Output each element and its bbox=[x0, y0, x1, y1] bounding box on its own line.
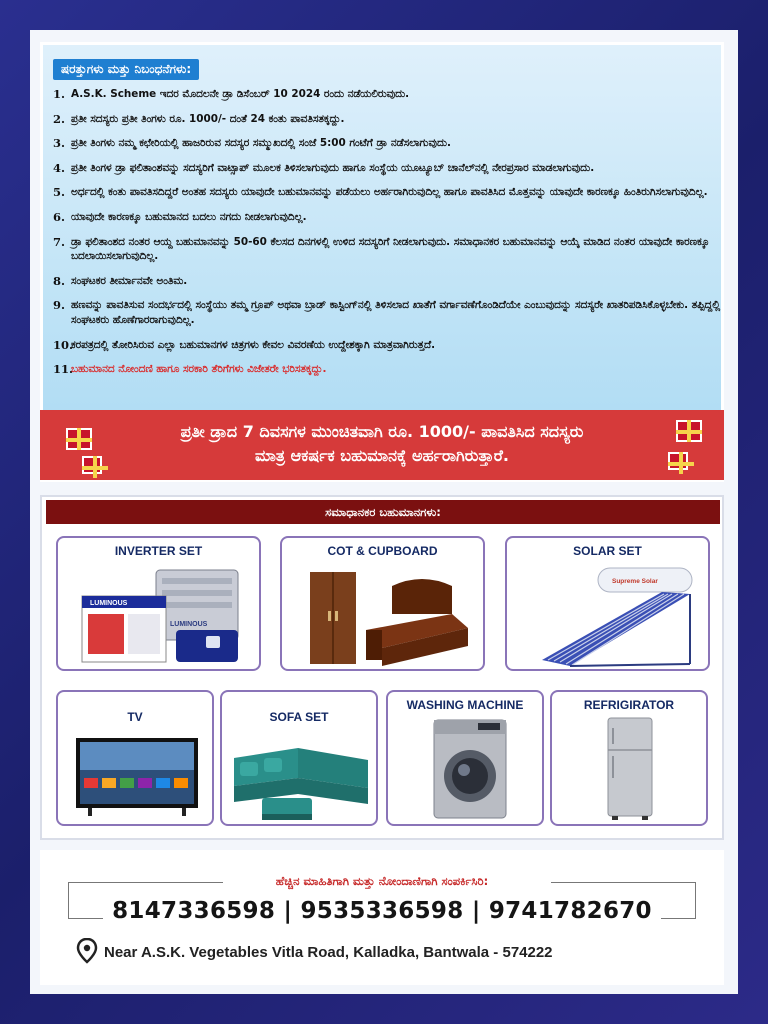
prize-title: INVERTER SET bbox=[114, 544, 203, 558]
address-text: Near A.S.K. Vegetables Vitla Road, Kalladka, Bantwala - 574222 bbox=[104, 944, 553, 961]
location-pin-icon bbox=[76, 938, 98, 964]
rule-text: ಪ್ರತೀ ಸದಸ್ಯರು ಪ್ರತೀ ತಿಂಗಳು ರೂ. 1000/- ದಂತೆ 24 ಕಂತು ಪಾವತಿಸತಕ್ಕದ್ದು. bbox=[71, 112, 345, 125]
rule-item bbox=[53, 210, 721, 225]
rule-text: ಅರ್ಧದಲ್ಲಿ ಕಂತು ಪಾವತಿಸದಿದ್ದರೆ ಅಂತಹ ಸದಸ್ಯರು ಯಾವುದೇ ಬಹುಮಾನವನ್ನು ಪಡೆಯಲು ಅರ್ಹರಾಗಿರುವುದಿಲ್ಲ ಹಾಗೂ ಪಾವತಿಸಿದ ಮೊತ್ತವನ್ನು ಯಾವುದೇ ಕಾರಣಕ್ಕೂ ಹಿಂತಿರುಗಿಸಲಾಗುವುದಿಲ್ಲ. bbox=[71, 186, 708, 199]
rule-item bbox=[53, 338, 721, 353]
inverter-brand-battery: LUMINOUS bbox=[90, 600, 128, 607]
banner-line-2: ಮಾತ್ರ ಆಕರ್ಷಕ ಬಹುಮಾನಕ್ಕೆ ಅರ್ಹರಾಗಿರುತ್ತಾರೆ. bbox=[255, 446, 509, 465]
rule-text: ಕರಪತ್ರದಲ್ಲಿ ತೋರಿಸಿರುವ ಎಲ್ಲಾ ಬಹುಮಾನಗಳ ಚಿತ್ರಗಳು ಕೇವಲ ವಿವರಣೆಯ ಉದ್ದೇಶಕ್ಕಾಗಿ ಮಾತ್ರವಾಗಿರುತ್ತದೆ. bbox=[71, 338, 436, 351]
contact-label: ಹೆಚ್ಚಿನ ಮಾಹಿತಿಗಾಗಿ ಮತ್ತು ನೋಂದಾಣಿಗಾಗಿ ಸಂಪರ್ಕಿಸಿರಿ: bbox=[275, 874, 489, 888]
prize-title: WASHING MACHINE bbox=[406, 698, 524, 712]
rule-text: ಸಂಘಟಕರ ತೀರ್ಮಾನವೇ ಅಂತಿಮ. bbox=[71, 274, 188, 287]
rule-number: 4. bbox=[53, 160, 66, 175]
rule-item bbox=[53, 161, 721, 176]
gift-box-icon bbox=[668, 452, 688, 470]
rule-item bbox=[53, 112, 721, 127]
prize-card-washing-machine bbox=[386, 690, 544, 826]
rule-item bbox=[53, 298, 721, 327]
rule-text: ಯಾವುದೇ ಕಾರಣಕ್ಕೂ ಬಹುಮಾನದ ಬದಲು ನಗದು ನೀಡಲಾಗುವುದಿಲ್ಲ. bbox=[71, 210, 307, 223]
gift-box-icon bbox=[82, 456, 102, 474]
prize-card-refrigerator bbox=[550, 690, 708, 826]
solar-brand: Supreme Solar bbox=[612, 578, 658, 585]
rule-item bbox=[53, 235, 721, 264]
prize-title: REFRIGIRATOR bbox=[583, 698, 675, 712]
rule-text: ಪ್ರತೀ ತಿಂಗಳು ನಮ್ಮ ಕಛೇರಿಯಲ್ಲಿ ಹಾಜರಿರುವ ಸದಸ್ಯರ ಸಮ್ಮುಖದಲ್ಲಿ ಸಂಜೆ 5:00 ಗಂಟೆಗೆ ಡ್ರಾ ನಡೆಸಲಾಗುವುದು. bbox=[71, 137, 451, 150]
rule-number: 3. bbox=[53, 136, 66, 151]
rule-item bbox=[53, 185, 721, 200]
prize-card-tv bbox=[56, 690, 214, 826]
solar-heater-image bbox=[532, 564, 702, 669]
gift-box-icon bbox=[66, 428, 92, 450]
prize-title: SOLAR SET bbox=[573, 544, 642, 558]
rule-number: 1. bbox=[53, 87, 66, 101]
terms-title: ಷರತ್ತುಗಳು ಮತ್ತು ನಿಬಂಧನೆಗಳು: bbox=[53, 59, 199, 80]
prize-title: SOFA SET bbox=[269, 710, 329, 724]
washing-machine-image bbox=[432, 718, 508, 822]
sofa-image bbox=[228, 738, 378, 824]
tv-image bbox=[74, 736, 200, 820]
rule-number: 10. bbox=[53, 337, 74, 352]
prize-card-inverter bbox=[56, 536, 261, 671]
rule-text: ಹಣವನ್ನು ಪಾವತಿಸುವ ಸಂದರ್ಭದಲ್ಲಿ ಸಂಸ್ಥೆಯು ತಮ್ಮ ಗ್ರೂಪ್ ಅಥವಾ ಬ್ರಾಡ್ ಕಾಸ್ಟಿಂಗ್‌ನಲ್ಲಿ ತಿಳಿಸಲಾದ ಖಾತೆಗೆ ವರ್ಗಾವಣೆಗೊಂಡಿದೆಯೇ ಎಂಬುವುದನ್ನು ಸದಸ್ಯರೇ ಖಾತರಿಪಡಿಸಿಕೊಳ್ಳಬೇಕು. ತಪ್ಪಿದ್ದಲ್ಲಿ ಸಂಘಟಕರು ಹೊಣೆಗಾರರಾಗುವುದಿಲ್ಲ. bbox=[71, 299, 721, 326]
rule-number: 5. bbox=[53, 185, 66, 200]
rule-text: ಪ್ರತೀ ತಿಂಗಳ ಡ್ರಾ ಫಲಿತಾಂಶವನ್ನು ಸದಸ್ಯರಿಗೆ ವಾಟ್ಸಾಪ್ ಮೂಲಕ ತಿಳಿಸಲಾಗುವುದು ಹಾಗೂ ಸಂಸ್ಥೆಯ ಯೂಟ್ಯೂಬ್ ಚಾನೆಲ್‌ನಲ್ಲಿ ನೇರಪ್ರಸಾರ ಮಾಡಲಾಗುವುದು. bbox=[71, 161, 595, 174]
prize-card-cot-cupboard bbox=[280, 536, 485, 671]
rules-list bbox=[53, 87, 721, 387]
rule-item bbox=[53, 87, 721, 102]
contact-section bbox=[40, 850, 724, 985]
rule-number: 9. bbox=[53, 298, 66, 313]
rule-number: 6. bbox=[53, 209, 66, 224]
refrigerator-image bbox=[606, 716, 656, 824]
rule-text: ಡ್ರಾ ಫಲಿತಾಂಶದ ನಂತರ ಆಯ್ದ ಬಹುಮಾನವನ್ನು 50-60 ಕೆಲಸದ ದಿನಗಳಲ್ಲಿ ಉಳಿದ ಸದಸ್ಯರಿಗೆ ನೀಡಲಾಗುವುದು. ಸಮಾಧಾನಕರ ಬಹುಮಾನವನ್ನು ಆಯ್ಕೆ ಮಾಡಿದ ನಂತರ ಯಾವುದೇ ಕಾರಣಕ್ಕೂ ಬದಲಾಯಿಸಲಾಗುವುದಿಲ್ಲ. bbox=[71, 235, 710, 263]
cot-cupboard-image bbox=[302, 566, 472, 671]
gift-box-icon bbox=[676, 420, 702, 442]
rule-item bbox=[53, 136, 721, 151]
rule-text: A.S.K. Scheme ಇದರ ಮೊದಲನೇ ಡ್ರಾ ಡಿಸೆಂಬರ್ 10 2024 ರಂದು ನಡೆಯಲಿರುವುದು. bbox=[71, 88, 410, 100]
rule-item bbox=[53, 274, 721, 289]
phone-numbers[interactable]: 8147336598 | 9535336598 | 9741782670 bbox=[112, 898, 652, 924]
rule-number: 7. bbox=[53, 234, 66, 249]
prize-title: TV bbox=[127, 710, 143, 724]
eligibility-banner bbox=[40, 410, 724, 480]
inverter-image bbox=[78, 564, 248, 669]
prize-card-sofa bbox=[220, 690, 378, 826]
prize-card-solar bbox=[505, 536, 710, 671]
inverter-brand-top: LUMINOUS bbox=[170, 621, 208, 628]
rule-item bbox=[53, 362, 721, 377]
rule-number: 11. bbox=[53, 362, 74, 377]
rule-number: 8. bbox=[53, 273, 66, 288]
rule-number: 2. bbox=[53, 111, 66, 126]
prize-title: COT & CUPBOARD bbox=[327, 544, 438, 558]
prizes-header: ಸಮಾಧಾನಕರ ಬಹುಮಾನಗಳು: bbox=[46, 500, 720, 524]
banner-line-1: ಪ್ರತೀ ಡ್ರಾದ 7 ದಿವಸಗಳ ಮುಂಚಿತವಾಗಿ ರೂ. 1000/- ಪಾವತಿಸಿದ ಸದಸ್ಯರು bbox=[180, 422, 584, 441]
rule-text: ಬಹುಮಾನದ ನೋಂದಣಿ ಹಾಗೂ ಸರಕಾರಿ ತೆರಿಗೆಗಳು ವಿಜೇತರೇ ಭರಿಸತಕ್ಕದ್ದು. bbox=[71, 363, 327, 376]
